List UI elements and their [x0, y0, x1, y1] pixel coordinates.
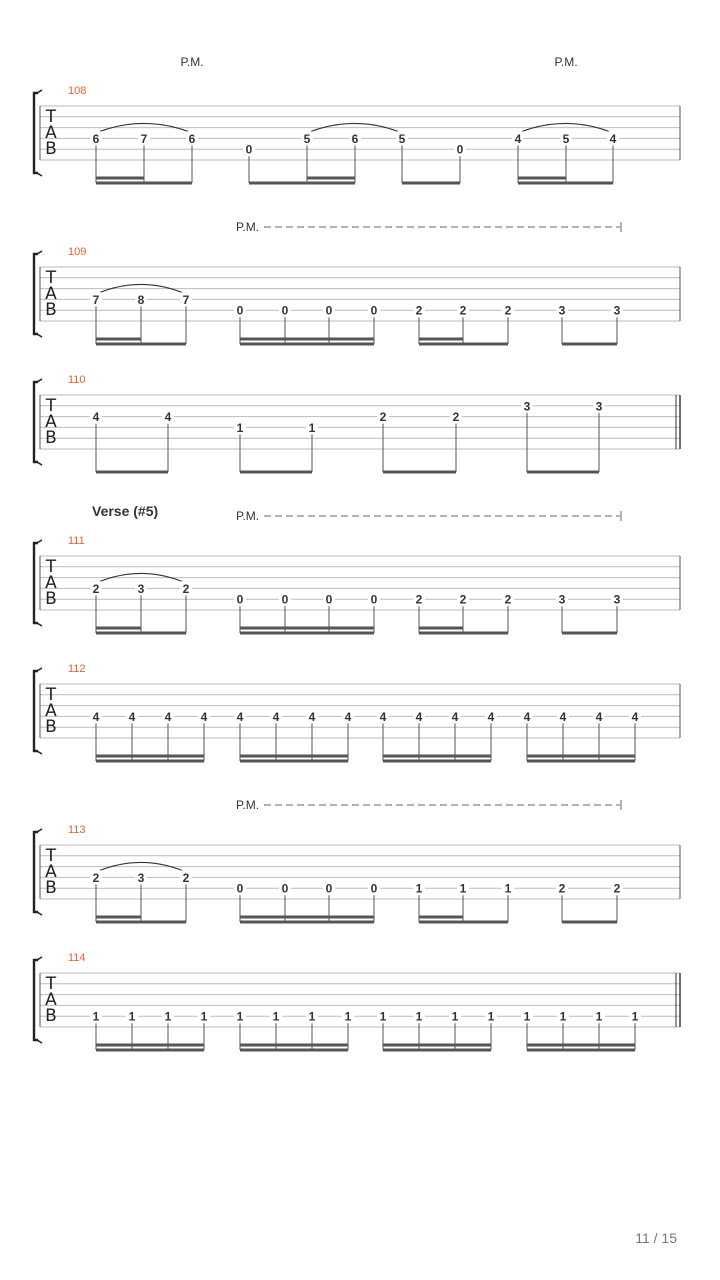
fret-number: 1 — [523, 1009, 531, 1024]
fret-number: 4 — [308, 709, 316, 724]
bar-number: 112 — [68, 663, 86, 675]
fret-number: 2 — [558, 881, 566, 896]
tab-clef-t: T — [45, 107, 57, 127]
bracket-hook — [37, 912, 42, 915]
fret-number: 0 — [236, 592, 244, 607]
fret-number: 6 — [351, 131, 359, 146]
fret-number: 2 — [459, 303, 467, 318]
sixteenth-beam — [240, 755, 348, 758]
tab-clef-a: A — [45, 412, 57, 432]
eighth-beam — [527, 471, 599, 474]
bar-number: 113 — [68, 824, 86, 836]
bar-number: 109 — [68, 246, 87, 258]
fret-number: 0 — [281, 303, 289, 318]
tab-clef-b: B — [45, 589, 57, 609]
fret-number: 0 — [325, 881, 333, 896]
fret-number: 1 — [504, 881, 512, 896]
section-marker: Verse (#5) — [92, 503, 159, 519]
fret-number: 1 — [92, 1009, 100, 1024]
fret-number: 3 — [558, 303, 566, 318]
fret-number: 5 — [562, 131, 570, 146]
fret-number: 1 — [415, 1009, 423, 1024]
fret-number: 4 — [236, 709, 244, 724]
fret-number: 2 — [415, 303, 423, 318]
sixteenth-beam — [383, 1044, 491, 1047]
system-bracket — [34, 960, 38, 1040]
fret-number: 1 — [164, 1009, 172, 1024]
fret-number: 2 — [92, 870, 100, 885]
fret-number: 4 — [514, 131, 522, 146]
bracket-hook — [37, 173, 42, 176]
bar-number: 108 — [68, 85, 87, 97]
bracket-hook — [37, 90, 42, 93]
palm-mute-label: P.M. — [554, 55, 578, 69]
eighth-beam — [96, 760, 204, 763]
fret-number: 4 — [523, 709, 531, 724]
fret-number: 0 — [325, 592, 333, 607]
eighth-beam — [562, 632, 617, 635]
fret-number: 2 — [504, 303, 512, 318]
eighth-beam — [96, 471, 168, 474]
fret-number: 1 — [415, 881, 423, 896]
sixteenth-beam — [96, 338, 141, 341]
system-bracket — [34, 93, 38, 173]
tab-clef-a: A — [45, 990, 57, 1010]
sixteenth-beam — [419, 627, 463, 630]
system-bracket — [34, 543, 38, 623]
fret-number: 3 — [137, 581, 145, 596]
bar-number: 111 — [68, 535, 85, 547]
fret-number: 1 — [308, 1009, 316, 1024]
eighth-beam — [240, 471, 312, 474]
fret-number: 1 — [595, 1009, 603, 1024]
eighth-beam — [383, 1049, 491, 1052]
fret-number: 1 — [236, 1009, 244, 1024]
eighth-beam — [240, 1049, 348, 1052]
fret-number: 6 — [188, 131, 196, 146]
fret-number: 4 — [595, 709, 603, 724]
tab-clef-t: T — [45, 557, 57, 577]
eighth-beam — [96, 343, 186, 346]
fret-number: 1 — [559, 1009, 567, 1024]
tab-clef-b: B — [45, 428, 57, 448]
fret-number: 1 — [308, 420, 316, 435]
tab-clef-b: B — [45, 717, 57, 737]
fret-number: 4 — [164, 410, 172, 425]
fret-number: 1 — [451, 1009, 459, 1024]
palm-mute-label: P.M. — [236, 220, 260, 234]
bar-number: 110 — [68, 374, 86, 386]
bracket-hook — [37, 540, 42, 543]
fret-number: 4 — [344, 709, 352, 724]
sixteenth-beam — [240, 916, 374, 919]
fret-number: 0 — [236, 881, 244, 896]
bracket-hook — [37, 829, 42, 832]
eighth-beam — [240, 632, 374, 635]
tab-clef-b: B — [45, 1006, 57, 1026]
bracket-hook — [37, 957, 42, 960]
sixteenth-beam — [96, 755, 204, 758]
sixteenth-beam — [96, 627, 141, 630]
sixteenth-beam — [419, 338, 463, 341]
eighth-beam — [562, 343, 617, 346]
page-number: 11 / 15 — [635, 1230, 677, 1246]
tab-clef-t: T — [45, 846, 57, 866]
sixteenth-beam — [240, 1044, 348, 1047]
palm-mute-label: P.M. — [236, 509, 260, 523]
fret-number: 0 — [236, 303, 244, 318]
bar-number: 114 — [68, 952, 86, 964]
fret-number: 1 — [236, 420, 244, 435]
fret-number: 1 — [128, 1009, 136, 1024]
sixteenth-beam — [527, 755, 635, 758]
palm-mute-label: P.M. — [180, 55, 204, 69]
eighth-beam — [419, 921, 508, 924]
bracket-hook — [37, 379, 42, 382]
fret-number: 3 — [595, 399, 603, 414]
fret-number: 4 — [487, 709, 495, 724]
tab-clef-a: A — [45, 573, 57, 593]
fret-number: 2 — [379, 410, 387, 425]
fret-number: 4 — [415, 709, 423, 724]
tab-clef-b: B — [45, 300, 57, 320]
fret-number: 7 — [182, 292, 190, 307]
tab-clef-a: A — [45, 123, 57, 143]
eighth-beam — [527, 1049, 635, 1052]
bracket-hook — [37, 668, 42, 671]
eighth-beam — [383, 471, 456, 474]
fret-number: 4 — [379, 709, 387, 724]
sixteenth-beam — [96, 916, 141, 919]
fret-number: 5 — [398, 131, 406, 146]
tab-clef-t: T — [45, 974, 57, 994]
fret-number: 0 — [370, 303, 378, 318]
tab-clef-b: B — [45, 878, 57, 898]
eighth-beam — [562, 921, 617, 924]
eighth-beam — [96, 1049, 204, 1052]
tab-clef-a: A — [45, 862, 57, 882]
fret-number: 2 — [459, 592, 467, 607]
eighth-beam — [383, 760, 491, 763]
tab-clef-a: A — [45, 284, 57, 304]
eighth-beam — [96, 921, 186, 924]
fret-number: 7 — [140, 131, 148, 146]
bracket-hook — [37, 334, 42, 337]
palm-mute-label: P.M. — [236, 798, 260, 812]
eighth-beam — [96, 182, 192, 185]
fret-number: 0 — [456, 142, 464, 157]
fret-number: 3 — [523, 399, 531, 414]
bracket-hook — [37, 462, 42, 465]
fret-number: 0 — [370, 592, 378, 607]
bracket-hook — [37, 623, 42, 626]
fret-number: 4 — [92, 709, 100, 724]
fret-number: 4 — [92, 410, 100, 425]
sixteenth-beam — [518, 177, 566, 180]
fret-number: 5 — [303, 131, 311, 146]
fret-number: 1 — [459, 881, 467, 896]
fret-number: 3 — [558, 592, 566, 607]
bracket-hook — [37, 751, 42, 754]
fret-number: 3 — [613, 303, 621, 318]
tab-clef-t: T — [45, 396, 57, 416]
fret-number: 1 — [487, 1009, 495, 1024]
system-bracket — [34, 254, 38, 334]
eighth-beam — [402, 182, 460, 185]
fret-number: 4 — [609, 131, 617, 146]
fret-number: 4 — [200, 709, 208, 724]
fret-number: 1 — [200, 1009, 208, 1024]
fret-number: 2 — [504, 592, 512, 607]
bracket-hook — [37, 1040, 42, 1043]
fret-number: 7 — [92, 292, 100, 307]
fret-number: 2 — [182, 870, 190, 885]
fret-number: 2 — [452, 410, 460, 425]
fret-number: 4 — [559, 709, 567, 724]
tab-clef-a: A — [45, 701, 57, 721]
fret-number: 1 — [379, 1009, 387, 1024]
fret-number: 3 — [613, 592, 621, 607]
fret-number: 1 — [272, 1009, 280, 1024]
eighth-beam — [240, 343, 374, 346]
fret-number: 0 — [281, 592, 289, 607]
fret-number: 1 — [631, 1009, 639, 1024]
eighth-beam — [419, 343, 508, 346]
fret-number: 0 — [245, 142, 253, 157]
fret-number: 4 — [631, 709, 639, 724]
fret-number: 2 — [182, 581, 190, 596]
fret-number: 2 — [92, 581, 100, 596]
eighth-beam — [527, 760, 635, 763]
fret-number: 3 — [137, 870, 145, 885]
fret-number: 6 — [92, 131, 100, 146]
fret-number: 0 — [370, 881, 378, 896]
fret-number: 0 — [281, 881, 289, 896]
eighth-beam — [96, 632, 186, 635]
fret-number: 1 — [344, 1009, 352, 1024]
eighth-beam — [518, 182, 613, 185]
tab-clef-t: T — [45, 268, 57, 288]
sixteenth-beam — [96, 177, 144, 180]
system-bracket — [34, 382, 38, 462]
sixteenth-beam — [527, 1044, 635, 1047]
sixteenth-beam — [96, 1044, 204, 1047]
system-bracket — [34, 832, 38, 912]
eighth-beam — [240, 760, 348, 763]
fret-number: 4 — [164, 709, 172, 724]
tab-clef-t: T — [45, 685, 57, 705]
eighth-beam — [249, 182, 355, 185]
fret-number: 0 — [325, 303, 333, 318]
fret-number: 2 — [415, 592, 423, 607]
sixteenth-beam — [240, 338, 374, 341]
sixteenth-beam — [240, 627, 374, 630]
fret-number: 4 — [272, 709, 280, 724]
sixteenth-beam — [419, 916, 463, 919]
eighth-beam — [419, 632, 508, 635]
eighth-beam — [240, 921, 374, 924]
tab-clef-b: B — [45, 139, 57, 159]
fret-number: 8 — [137, 292, 145, 307]
fret-number: 4 — [451, 709, 459, 724]
fret-number: 4 — [128, 709, 136, 724]
system-bracket — [34, 671, 38, 751]
sixteenth-beam — [383, 755, 491, 758]
sixteenth-beam — [307, 177, 355, 180]
bracket-hook — [37, 251, 42, 254]
fret-number: 2 — [613, 881, 621, 896]
